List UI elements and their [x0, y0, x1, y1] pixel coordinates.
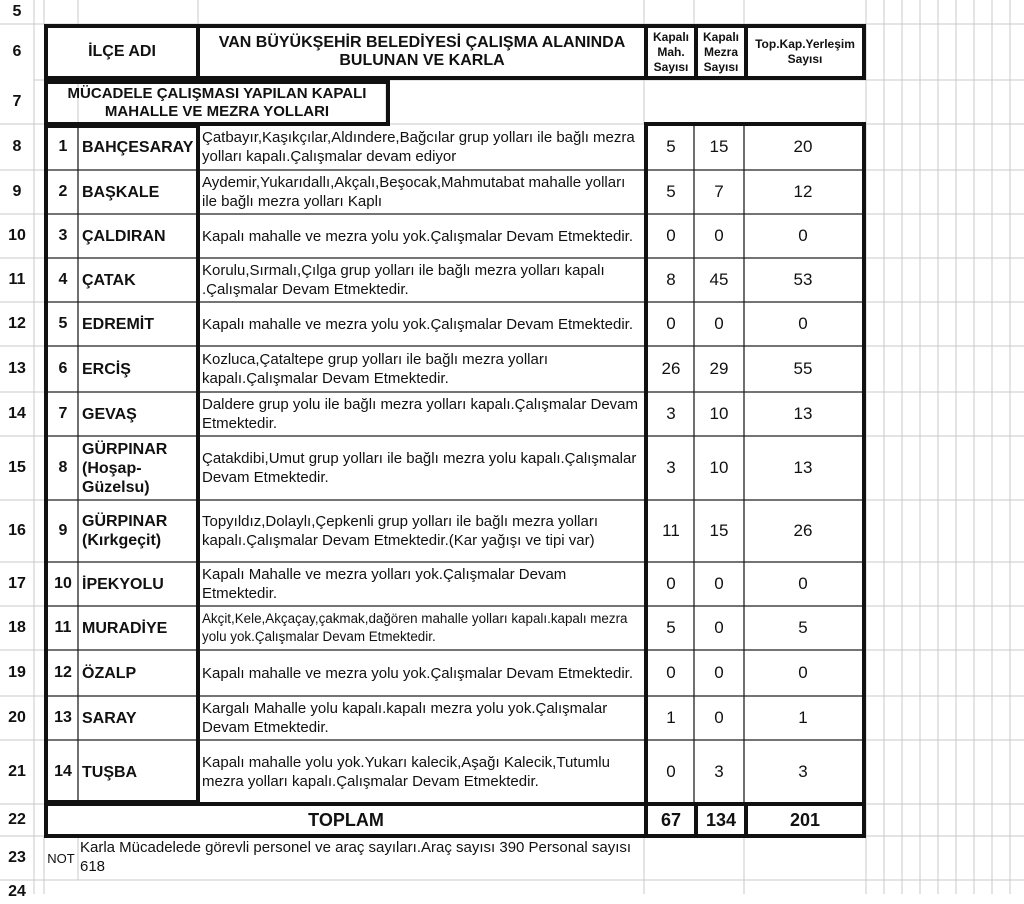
closed-hamlet-count: 3 [714, 762, 724, 781]
row-number: 16 [8, 522, 26, 539]
district-description: Kapalı mahalle ve mezra yolu yok.Çalışmalar Devam Etmektedir. [202, 227, 634, 245]
total-closed-settlements: 201 [744, 802, 866, 838]
district-description: Topyıldız,Dolaylı,Çepkenli grup yolları ile bağlı mezra yolları kapalı.Çalışmalar Devam Etmektedir.(Kar yağışı ve tipi var) [202, 513, 599, 549]
district-description: Korulu,Sırmalı,Çılga grup yolları ile bağlı mezra yolları kapalı .Çalışmalar Devam Etmektedir. [202, 262, 605, 298]
closed-neighborhood-count: 5 [666, 618, 676, 637]
row-number: 17 [8, 575, 26, 592]
closed-hamlet-count: 0 [714, 708, 724, 727]
closed-hamlet-count: 0 [714, 314, 724, 333]
district-name: GÜRPINAR (Hoşap-Güzelsu) [82, 440, 168, 496]
header-total-closed: Top.Kap.Yerleşim Sayısı [744, 24, 866, 80]
row-number: 5 [12, 3, 22, 20]
closed-hamlet-count: 15 [709, 137, 729, 156]
closed-hamlet-count: 29 [709, 359, 729, 378]
district-index: 6 [58, 360, 68, 377]
district-index: 3 [58, 227, 68, 244]
row-number: 21 [8, 763, 26, 780]
closed-hamlet-count: 0 [714, 226, 724, 245]
closed-settlement-total: 12 [793, 182, 813, 201]
district-index: 11 [54, 619, 72, 636]
row-number: 19 [8, 664, 26, 681]
district-name: BAŞKALE [82, 183, 160, 201]
district-index: 14 [54, 763, 72, 780]
header-closed-neighborhoods: Kapalı Mah. Sayısı [644, 24, 698, 80]
row-number: 13 [8, 360, 26, 377]
row-number: 7 [12, 93, 22, 110]
header-title: VAN BÜYÜKŞEHİR BELEDİYESİ ÇALIŞMA ALANINDA BULUNAN VE KARLA [196, 24, 648, 80]
closed-neighborhood-count: 0 [666, 663, 676, 682]
closed-settlement-total: 53 [793, 270, 813, 289]
closed-neighborhood-count: 0 [666, 574, 676, 593]
closed-neighborhood-count: 5 [666, 182, 676, 201]
row-number: 20 [8, 709, 26, 726]
district-description: Kapalı mahalle ve mezra yolu yok.Çalışmalar Devam Etmektedir. [202, 315, 634, 333]
closed-neighborhood-count: 5 [666, 137, 676, 156]
district-description: Daldere grup yolu ile bağlı mezra yolları kapalı.Çalışmalar Devam Etmektedir. [202, 396, 639, 432]
district-index: 7 [58, 405, 68, 422]
closed-hamlet-count: 7 [714, 182, 724, 201]
closed-settlement-total: 1 [798, 708, 808, 727]
closed-neighborhood-count: 0 [666, 314, 676, 333]
district-index: 5 [58, 315, 68, 332]
closed-neighborhood-count: 8 [666, 270, 676, 289]
district-description: Çatbayır,Kaşıkçılar,Aldındere,Bağcılar grup yolları ile bağlı mezra yolları kapalı.Çalışmalar devam ediyor [202, 129, 635, 165]
closed-settlement-total: 0 [798, 663, 808, 682]
district-description: Kargalı Mahalle yolu kapalı.kapalı mezra yolu yok.Çalışmalar Devam Etmektedir. [202, 700, 608, 736]
subtitle: MÜCADELE ÇALIŞMASI YAPILAN KAPALI MAHALLE VE MEZRA YOLLARI [44, 80, 390, 126]
closed-neighborhood-count: 3 [666, 404, 676, 423]
total-closed-hamlets: 134 [694, 802, 748, 838]
closed-neighborhood-count: 11 [662, 521, 680, 540]
note-text: Karla Mücadelede görevli personel ve araç sayıları.Araç sayısı 390 Personal sayısı 618 [80, 839, 632, 875]
district-index: 8 [58, 459, 68, 476]
district-description: Kapalı Mahalle ve mezra yolları yok.Çalışmalar Devam Etmektedir. [202, 566, 567, 602]
closed-settlement-total: 3 [798, 762, 808, 781]
district-name: ÖZALP [82, 664, 137, 682]
total-closed-neighborhoods: 67 [644, 802, 698, 838]
closed-hamlet-count: 0 [714, 618, 724, 637]
row-number: 9 [12, 183, 22, 200]
district-index: 2 [58, 183, 68, 200]
district-name: SARAY [82, 709, 137, 727]
district-name: GEVAŞ [82, 405, 137, 423]
row-number: 22 [8, 811, 26, 828]
row-number: 12 [8, 315, 26, 332]
district-name: ÇALDIRAN [82, 227, 166, 245]
closed-settlement-total: 13 [793, 404, 813, 423]
header-district: İLÇE ADI [44, 24, 200, 80]
district-name: TUŞBA [82, 763, 138, 781]
district-index: 13 [54, 709, 72, 726]
closed-settlement-total: 26 [793, 521, 813, 540]
closed-settlement-total: 0 [798, 226, 808, 245]
row-number: 15 [8, 459, 26, 476]
row-number: 8 [12, 138, 22, 155]
district-description: Akçit,Kele,Akçaçay,çakmak,dağören mahalle yolları kapalı.kapalı mezra yolu yok.Çalışmalar Devam Etmektedir. [202, 611, 628, 644]
district-description: Kapalı mahalle yolu yok.Yukarı kalecik,Aşağı Kalecik,Tutumlu mezra yolları kapalı.Çalışmalar Devam Etmektedir. [202, 754, 610, 790]
closed-neighborhood-count: 26 [661, 359, 681, 378]
district-description: Çatakdibi,Umut grup yolları ile bağlı mezra yolu kapalı.Çalışmalar Devam Etmektedir. [202, 450, 637, 486]
row-number: 14 [8, 405, 26, 422]
row-number: 10 [8, 227, 26, 244]
district-description: Aydemir,Yukarıdallı,Akçalı,Beşocak,Mahmutabat mahalle yolları ile bağlı mezra yolları Kaplı [202, 174, 626, 210]
header-closed-hamlets: Kapalı Mezra Sayısı [694, 24, 748, 80]
district-name: MURADİYE [82, 619, 168, 637]
district-index: 9 [58, 522, 68, 539]
closed-neighborhood-count: 0 [666, 226, 676, 245]
closed-hamlet-count: 0 [714, 663, 724, 682]
closed-hamlet-count: 0 [714, 574, 724, 593]
district-name: ÇATAK [82, 271, 136, 289]
closed-hamlet-count: 10 [709, 458, 729, 477]
district-index: 12 [54, 664, 72, 681]
district-description: Kapalı mahalle ve mezra yolu yok.Çalışmalar Devam Etmektedir. [202, 664, 634, 682]
closed-hamlet-count: 10 [709, 404, 729, 423]
closed-neighborhood-count: 0 [666, 762, 676, 781]
closed-settlement-total: 0 [798, 574, 808, 593]
district-name: ERCİŞ [82, 360, 131, 378]
district-index: 4 [58, 271, 68, 288]
district-name: BAHÇESARAY [82, 138, 194, 156]
totals-label: TOPLAM [44, 802, 648, 838]
row-number: 6 [12, 43, 22, 60]
closed-hamlet-count: 45 [709, 270, 729, 289]
district-description: Kozluca,Çataltepe grup yolları ile bağlı mezra yolları kapalı.Çalışmalar Devam Etmektedir. [202, 351, 549, 387]
district-name: EDREMİT [82, 315, 154, 333]
closed-settlement-total: 0 [798, 314, 808, 333]
closed-settlement-total: 55 [793, 359, 813, 378]
district-index: 10 [54, 575, 72, 592]
district-name: GÜRPINAR (Kırkgeçit) [82, 513, 168, 549]
closed-neighborhood-count: 3 [666, 458, 676, 477]
closed-neighborhood-count: 1 [666, 708, 676, 727]
closed-hamlet-count: 15 [709, 521, 729, 540]
district-index: 1 [58, 138, 68, 155]
row-number: 23 [8, 849, 26, 866]
row-number: 24 [8, 883, 26, 900]
closed-settlement-total: 20 [793, 137, 813, 156]
note-label: NOT [47, 850, 75, 866]
closed-settlement-total: 5 [798, 618, 808, 637]
row-number: 18 [8, 619, 26, 636]
closed-settlement-total: 13 [793, 458, 813, 477]
district-name: İPEKYOLU [82, 575, 164, 593]
row-number: 11 [8, 271, 26, 288]
